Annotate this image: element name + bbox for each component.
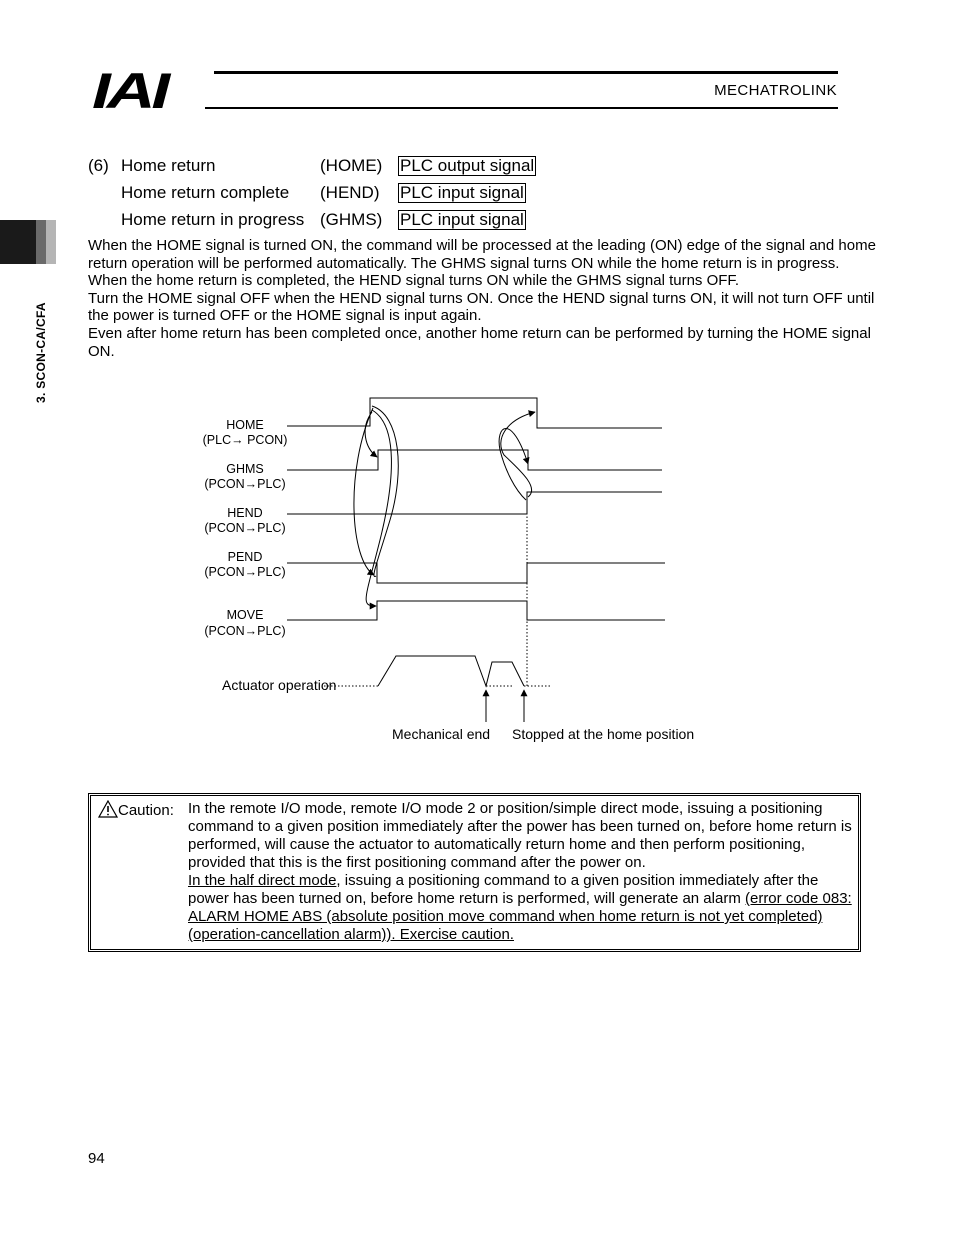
signal-number: (6)	[88, 156, 109, 175]
waveform-move	[287, 601, 665, 620]
caution-body	[188, 800, 853, 944]
page-number: 94	[88, 1150, 105, 1167]
waveform-home	[287, 398, 662, 428]
arrow-home-to-pend	[354, 408, 374, 575]
signal-code: (GHMS)	[320, 210, 383, 229]
diagram-label-move: MOVE	[226, 608, 264, 622]
chapter-label: 3. SCON-CA/CFA	[34, 302, 48, 403]
caution-heading	[98, 800, 174, 820]
diagram-dir-pend: (PCON→PLC)	[204, 565, 286, 579]
signal-type-box: PLC input signal	[400, 183, 524, 202]
actuator-operation-label: Actuator operation	[222, 677, 337, 693]
diagram-label-ghms: GHMS	[226, 462, 264, 476]
signal-type-box: PLC input signal	[400, 210, 524, 229]
actuator-profile	[378, 656, 524, 686]
mechanical-end-label: Mechanical end	[392, 726, 491, 742]
signal-name: Home return complete	[121, 183, 290, 202]
half-direct-mode-text: In the half direct mode	[188, 872, 337, 889]
warning-triangle-icon	[98, 800, 118, 818]
diagram-label-home: HOME	[226, 418, 264, 432]
diagram-dir-ghms: (PCON→PLC)	[204, 477, 286, 491]
caution-label: Caution:	[118, 802, 174, 819]
paragraph: Turn the HOME signal OFF when the HEND signal turns ON. Once the HEND signal turns ON, it will not turn OFF until the power is turned OFF or the HOME signal is input again.	[88, 289, 875, 325]
waveform-hend	[287, 492, 662, 514]
arrow-hend-to-home	[501, 412, 535, 497]
arrow-home-to-move	[366, 410, 391, 606]
waveform-ghms	[287, 450, 662, 470]
header-title: MECHATROLINK	[714, 82, 837, 99]
arrow-home-to-ghms	[365, 412, 377, 457]
paragraph: When the home return is completed, the HEND signal turns ON while the GHMS signal turns OFF.	[88, 272, 740, 290]
diagram-label-hend: HEND	[227, 506, 263, 520]
arrow-home-to-pend-a	[372, 406, 398, 577]
paragraph: When the HOME signal is turned ON, the command will be processed at the leading (ON) edge of the signal and home return operation will be performed automatically. The GHMS signal turns ON while the home return is in progress.	[88, 237, 876, 272]
paragraph: Even after home return has been completed once, another home return can be performed by turning the HOME signal ON.	[88, 324, 871, 360]
signal-code: (HOME)	[320, 156, 383, 175]
diagram-dir-move: (PCON→PLC)	[204, 624, 286, 638]
caution-paragraph-1: In the remote I/O mode, remote I/O mode 2 or position/simple direct mode, issuing a positioning command to a given position immediately after the power has been turned on, before home return is performed, will cause the actuator to automatically return home and then perform positioning, provided that this is the first positioning command after the power on.	[188, 800, 852, 871]
caution-paragraph-2	[188, 872, 853, 944]
waveform-pend	[287, 563, 665, 583]
diagram-label-pend: PEND	[227, 550, 263, 564]
error-code-text: (error code 083: ALARM HOME ABS (absolute position move command when home return is not yet completed) (operation-cancellation alarm)). Exercise caution.	[188, 890, 852, 943]
diagram-dir-hend: (PCON→PLC)	[204, 521, 286, 535]
signal-code: (HEND)	[320, 183, 380, 202]
diagram-dir-home: (PLC→ PCON)	[202, 433, 288, 447]
iai-logo: IAI	[92, 63, 167, 119]
home-position-label: Stopped at the home position	[512, 726, 695, 742]
signal-name: Home return	[121, 156, 216, 175]
caution-plain-text: , issuing a positioning command to a given position immediately after the power has been turned on, before home return is performed, will generate an alarm	[188, 872, 819, 907]
signal-name: Home return in progress	[121, 210, 305, 229]
signal-type-box: PLC output signal	[400, 156, 535, 175]
